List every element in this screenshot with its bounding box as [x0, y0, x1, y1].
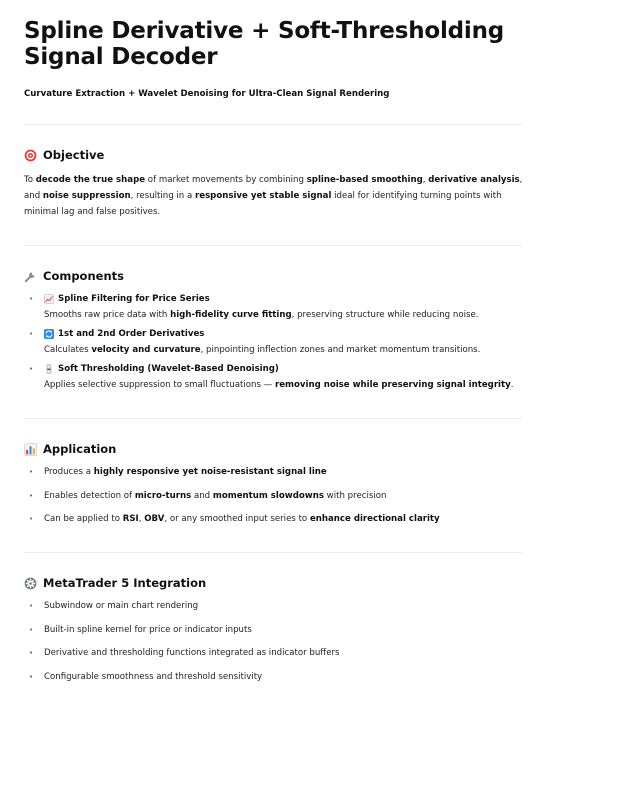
text-run: , [138, 514, 145, 524]
component-title-text: • Spline Filtering for Price Series [58, 294, 210, 304]
text-run: Enables detection of [44, 490, 135, 501]
integration-list [24, 598, 524, 685]
text-run: of market movements by combining [145, 175, 307, 185]
bold-text-run: high-fidelity curve fitting [170, 310, 292, 320]
divider [24, 245, 522, 246]
component-title [44, 291, 524, 307]
list-item: • Subwindow or main chart rendering [24, 598, 524, 614]
components-list [24, 291, 524, 393]
refresh-icon [44, 329, 54, 339]
text-run: Can be applied to [44, 514, 123, 524]
page-title: Spline Derivative + Soft-Thresholding Signal Decoder [24, 18, 505, 70]
bold-text-run: responsive yet stable signal [195, 191, 332, 201]
text-run: ideal for identifying turning points with minimal lag and false positives. [24, 191, 502, 217]
components-section [24, 268, 524, 393]
bold-text-run: highly responsive yet noise-resistant signal line [93, 467, 327, 477]
text-run: , preserving structure while reducing noise. [291, 310, 479, 320]
list-item [24, 291, 524, 323]
component-description [44, 307, 524, 323]
bold-text-run: spline-based smoothing [306, 175, 423, 185]
text-run: Produces a [44, 467, 94, 477]
divider [24, 124, 522, 125]
wrench-icon [24, 270, 37, 283]
integration-heading-text: MetaTrader 5 Integration [43, 576, 207, 590]
component-title [44, 361, 524, 377]
list-item: • Derivative and thresholding functions integrated as indicator buffers [24, 645, 524, 661]
gear-icon [24, 577, 37, 590]
bold-text-run: OBV [144, 514, 165, 524]
bold-text-run: RSI [122, 514, 139, 524]
list-item: • Configurable smoothness and threshold sensitivity [24, 669, 524, 685]
component-title-text: • Soft Thresholding (Wavelet-Based Denoising) [58, 364, 279, 374]
list-item [24, 361, 524, 393]
text-run: Calculates [44, 345, 92, 355]
page-subtitle: Curvature Extraction + Wavelet Denoising for Ultra-Clean Signal Rendering [24, 89, 390, 99]
text-run: , resulting in a [130, 191, 195, 201]
list-item [24, 326, 524, 358]
list-item [24, 511, 524, 527]
application-section [24, 441, 524, 527]
bold-text-run: micro-turns [134, 490, 192, 501]
text-run: Applies selective suppression to small fluctuations — [44, 380, 275, 390]
objective-section [24, 147, 524, 220]
bold-text-run: removing noise while preserving signal integrity [274, 380, 511, 390]
components-heading [24, 268, 524, 284]
level-slider-icon [44, 364, 54, 374]
list-item [24, 488, 524, 504]
target-icon [24, 149, 37, 162]
text-run: . [510, 380, 514, 390]
integration-section [24, 575, 524, 685]
text-run: , or any smoothed input series to [164, 514, 310, 524]
objective-heading-text: Objective [43, 148, 105, 162]
component-title [44, 326, 524, 342]
text-run: Smooths raw price data with [44, 310, 171, 320]
bar-chart-icon [24, 443, 37, 456]
text-run: , pinpointing inflection zones and market momentum transitions. [200, 345, 481, 355]
bold-text-run: decode the true shape [35, 175, 146, 185]
components-heading-text: Components [43, 269, 124, 283]
list-item [24, 464, 524, 480]
bold-text-run: enhance directional clarity [309, 514, 440, 524]
integration-heading [24, 575, 524, 591]
text-run: with precision [323, 490, 387, 501]
text-run: , and [24, 175, 523, 201]
objective-heading [24, 147, 524, 163]
document-content [24, 18, 524, 685]
application-list [24, 464, 524, 527]
line-chart-icon [44, 294, 54, 304]
component-title-text: • 1st and 2nd Order Derivatives [58, 329, 205, 339]
bold-text-run: momentum slowdowns [212, 490, 324, 501]
text-run: , [422, 175, 429, 185]
application-heading-text: Application [43, 442, 117, 456]
objective-text [24, 172, 524, 220]
bold-text-run: noise suppression [42, 191, 131, 201]
bold-text-run: velocity and curvature [91, 345, 201, 355]
bold-text-run: derivative analysis [428, 175, 520, 185]
application-heading [24, 441, 524, 457]
text-run: and [191, 490, 213, 501]
divider [24, 552, 522, 553]
text-run: To [24, 175, 36, 185]
divider [24, 418, 522, 419]
list-item: • Built-in spline kernel for price or indicator inputs [24, 622, 524, 638]
component-description [44, 377, 524, 393]
component-description [44, 342, 524, 358]
